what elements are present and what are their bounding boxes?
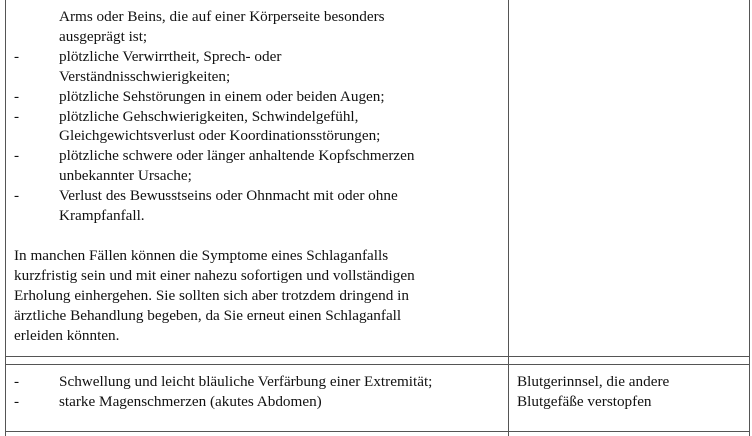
text-line: Erholung einhergehen. Sie sollten sich aber trotzdem dringend in	[14, 286, 409, 304]
text-line: Krampfanfall.	[59, 207, 145, 225]
text-line: ärztliche Behandlung begeben, da Sie erneut einen Schlaganfall	[14, 306, 402, 324]
row1-left-cell	[14, 7, 504, 346]
text-line: erleiden könnten.	[14, 326, 120, 344]
table-row-divider	[5, 356, 750, 357]
text-line: Gleichgewichtsverlust oder Koordinationsstörungen;	[59, 127, 381, 145]
list-bullet: -	[14, 373, 20, 390]
row2-right-cell	[517, 372, 745, 412]
list-bullet: -	[14, 107, 20, 125]
list-bullet: -	[14, 87, 20, 105]
row2-left-cell	[14, 372, 504, 412]
text-line: plötzliche schwere oder länger anhaltende Kopfschmerzen	[59, 147, 415, 165]
list-item	[14, 87, 504, 107]
table-border-bottom	[5, 431, 750, 432]
text-line: In manchen Fällen können die Symptome eines Schlaganfalls	[14, 246, 389, 264]
text-line: ausgeprägt ist;	[59, 27, 148, 45]
list-item	[14, 146, 504, 186]
table-border-left	[5, 0, 6, 436]
list-bullet: -	[14, 47, 20, 65]
list-item	[14, 47, 504, 87]
list-bullet: -	[14, 147, 20, 165]
text-line: kurzfristig sein und mit einer nahezu sofortigen und vollständigen	[14, 266, 415, 284]
list-item	[14, 392, 504, 412]
text-line: unbekannter Ursache;	[59, 167, 192, 185]
text-line: plötzliche Verwirrtheit, Sprech- oder	[59, 47, 282, 65]
stroke-note-paragraph	[14, 246, 484, 346]
text-line: Blutgefäße verstopfen	[517, 392, 652, 410]
text-line: Verständnisschwierigkeiten;	[59, 67, 231, 85]
list-bullet: -	[14, 187, 20, 205]
text-line: plötzliche Sehstörungen in einem oder beiden Augen;	[59, 87, 385, 105]
list-bullet: -	[14, 392, 20, 410]
text-line: starke Magenschmerzen (akutes Abdomen)	[59, 392, 322, 410]
text-line: Schwellung und leicht bläuliche Verfärbung einer Extremität;	[59, 373, 433, 390]
continued-list-item	[14, 7, 504, 47]
list-item	[14, 186, 504, 226]
table-column-divider	[508, 0, 509, 436]
text-line: Verlust des Bewusstseins oder Ohnmacht mit oder ohne	[59, 187, 398, 205]
text-line: plötzliche Gehschwierigkeiten, Schwindelgefühl,	[59, 107, 359, 125]
text-line: Blutgerinnsel, die andere	[517, 373, 670, 390]
table-border-right	[749, 0, 750, 436]
text-line: Arms oder Beins, die auf einer Körperseite besonders	[59, 8, 385, 25]
list-item	[14, 372, 504, 392]
list-item	[14, 107, 504, 147]
table-row-divider-double	[5, 364, 750, 365]
